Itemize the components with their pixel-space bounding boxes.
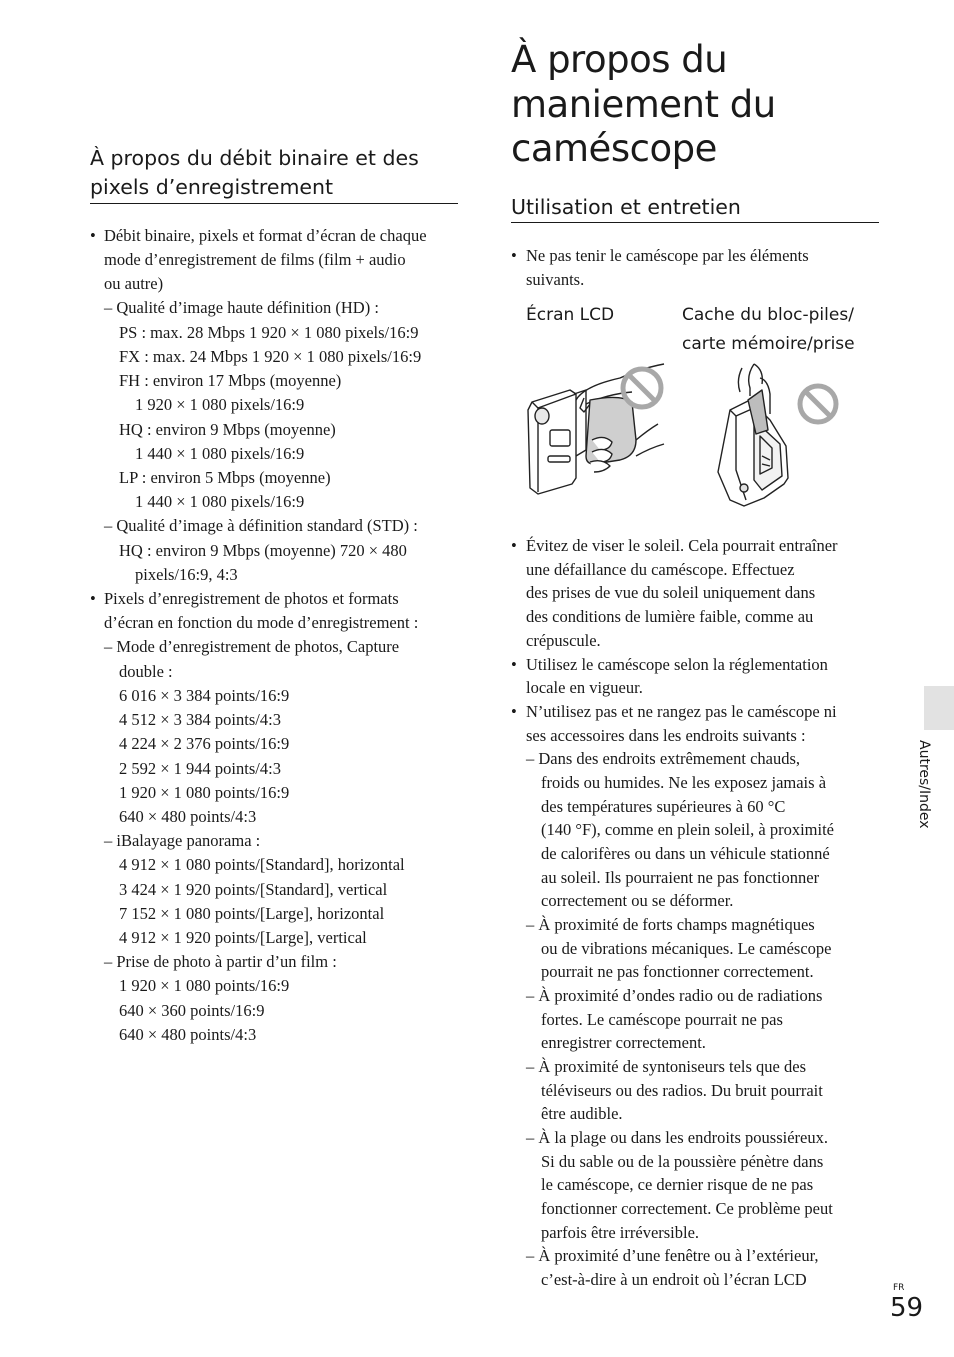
text-line: pourrait ne pas fonctionner correctement. <box>541 962 814 981</box>
text-line: ou autre) <box>104 274 164 293</box>
text-line: de calorifères ou dans un véhicule stationné <box>541 844 830 863</box>
page-number: 59 <box>890 1293 924 1323</box>
text-line: c’est-à-dire à un endroit où l’écran LCD <box>541 1270 807 1289</box>
side-index-label <box>914 740 934 844</box>
text-line: au soleil. Ils pourraient ne pas fonctionner <box>541 868 820 887</box>
text-line: téléviseurs ou des radios. Du bruit pourrait <box>541 1081 823 1100</box>
text-line: froids ou humides. Ne les exposez jamais à <box>541 773 827 792</box>
text-line: – Qualité d’image haute définition (HD) : <box>104 298 379 317</box>
text-line: fonctionner correctement. Ce problème peut <box>541 1199 833 1218</box>
bullet: • <box>511 702 517 721</box>
text-line: PS : max. 28 Mbps 1 920 × 1 080 pixels/16:9 <box>119 323 419 342</box>
text-line: enregistrer correctement. <box>541 1033 706 1052</box>
text-line: pixels/16:9, 4:3 <box>135 565 238 584</box>
bullet: • <box>90 589 96 608</box>
text-line: 4 912 × 1 080 points/[Standard], horizontal <box>119 855 405 874</box>
page-title-line: caméscope <box>511 127 717 170</box>
text-line: HQ : environ 9 Mbps (moyenne) <box>119 420 336 439</box>
text-line: 4 512 × 3 384 points/4:3 <box>119 710 281 729</box>
text-line: des températures supérieures à 60 °C <box>541 797 786 816</box>
bullet: • <box>511 536 517 555</box>
text-line: une défaillance du caméscope. Effectuez <box>526 560 795 579</box>
text-line: – Dans des endroits extrêmement chauds, <box>526 749 801 768</box>
illustration-label-cache <box>682 301 855 359</box>
text-line: d’écran en fonction du mode d’enregistrement : <box>104 613 419 632</box>
text-line: (140 °F), comme en plein soleil, à proximité <box>541 820 834 839</box>
text-line: HQ : environ 9 Mbps (moyenne) 720 × 480 <box>119 541 407 560</box>
text-line: – Mode d’enregistrement de photos, Capture <box>104 637 400 656</box>
side-index-text: Autres/Index <box>916 740 932 829</box>
text-line: Pixels d’enregistrement de photos et formats <box>104 589 399 608</box>
text-line: 3 424 × 1 920 points/[Standard], vertical <box>119 880 388 899</box>
text-line: Utilisez le caméscope selon la réglementation <box>526 655 828 674</box>
text-line: Ne pas tenir le caméscope par les éléments <box>526 246 809 265</box>
text-line: le caméscope, ce dernier risque de ne pas <box>541 1175 814 1194</box>
text-line: 7 152 × 1 080 points/[Large], horizontal <box>119 904 385 923</box>
text-line: 640 × 360 points/16:9 <box>119 1001 265 1020</box>
illustration-label-lcd: Écran LCD <box>526 305 615 325</box>
text-line: – À la plage ou dans les endroits poussiéreux. <box>526 1128 828 1147</box>
text-line: 1 440 × 1 080 pixels/16:9 <box>135 444 305 463</box>
text-line: 640 × 480 points/4:3 <box>119 1025 257 1044</box>
text-line: – À proximité d’ondes radio ou de radiations <box>526 986 823 1005</box>
section-heading-usage: Utilisation et entretien <box>511 195 741 219</box>
text-line: mode d’enregistrement de films (film + audio <box>104 250 406 269</box>
text-line: des conditions de lumière faible, comme au <box>526 607 814 626</box>
text-line: parfois être irréversible. <box>541 1223 700 1242</box>
label-line: Cache du bloc-piles/ <box>682 305 854 325</box>
heading-rule <box>511 222 879 223</box>
label-line: carte mémoire/prise <box>682 334 855 354</box>
text-line: – Qualité d’image à définition standard (STD) : <box>104 516 418 535</box>
text-line: ou de vibrations mécaniques. Le caméscope <box>541 939 832 958</box>
text-line: 640 × 480 points/4:3 <box>119 807 257 826</box>
text-line: ses accessoires dans les endroits suivants : <box>526 726 806 745</box>
text-line: 1 920 × 1 080 pixels/16:9 <box>135 395 305 414</box>
text-line: 4 912 × 1 920 points/[Large], vertical <box>119 928 367 947</box>
prohibited-icon <box>800 386 836 422</box>
text-line: des prises de vue du soleil uniquement dans <box>526 583 816 602</box>
text-line: 4 224 × 2 376 points/16:9 <box>119 734 290 753</box>
section-heading-bitrate: À propos du débit binaire et des pixels d’enregistrement <box>90 146 419 199</box>
text-line: être audible. <box>541 1104 623 1123</box>
text-line: crépuscule. <box>526 631 601 650</box>
text-line: 1 440 × 1 080 pixels/16:9 <box>135 492 305 511</box>
text-line: suivants. <box>526 270 585 289</box>
text-line: fortes. Le caméscope pourrait ne pas <box>541 1010 783 1029</box>
page-title <box>511 38 776 172</box>
text-line: N’utilisez pas et ne rangez pas le caméscope ni <box>526 702 837 721</box>
bullet: • <box>90 226 96 245</box>
text-line: double : <box>119 662 173 681</box>
text-line: – À proximité de forts champs magnétiques <box>526 915 815 934</box>
prohibited-icon <box>623 369 661 407</box>
text-line: 6 016 × 3 384 points/16:9 <box>119 686 290 705</box>
language-code: FR <box>893 1283 905 1293</box>
text-line: FH : environ 17 Mbps (moyenne) <box>119 371 342 390</box>
text-line: 1 920 × 1 080 points/16:9 <box>119 976 290 995</box>
page-title-line: maniement du <box>511 82 776 126</box>
text-line: Évitez de viser le soleil. Cela pourrait entraîner <box>526 536 838 555</box>
camcorder-hand-lcd-icon <box>524 360 674 500</box>
text-line: FX : max. 24 Mbps 1 920 × 1 080 pixels/16:9 <box>119 347 422 366</box>
page-title-line: À propos du <box>511 38 728 81</box>
text-line: – Prise de photo à partir d’un film : <box>104 952 337 971</box>
text-line: Si du sable ou de la poussière pénètre dans <box>541 1152 824 1171</box>
text-line: – À proximité d’une fenêtre ou à l’extérieur, <box>526 1246 819 1265</box>
text-line: – iBalayage panorama : <box>104 831 261 850</box>
side-index-tab[interactable] <box>924 686 954 730</box>
bullet: • <box>511 246 517 265</box>
bullet: • <box>511 655 517 674</box>
text-line: locale en vigueur. <box>526 678 643 697</box>
camcorder-battery-cover-icon <box>710 360 850 510</box>
text-line: 1 920 × 1 080 points/16:9 <box>119 783 290 802</box>
text-line: LP : environ 5 Mbps (moyenne) <box>119 468 331 487</box>
heading-rule <box>90 203 458 204</box>
text-line: Débit binaire, pixels et format d’écran de chaque <box>104 226 427 245</box>
text-line: 2 592 × 1 944 points/4:3 <box>119 759 281 778</box>
text-line: correctement ou se déformer. <box>541 891 734 910</box>
text-line: – À proximité de syntoniseurs tels que des <box>526 1057 807 1076</box>
